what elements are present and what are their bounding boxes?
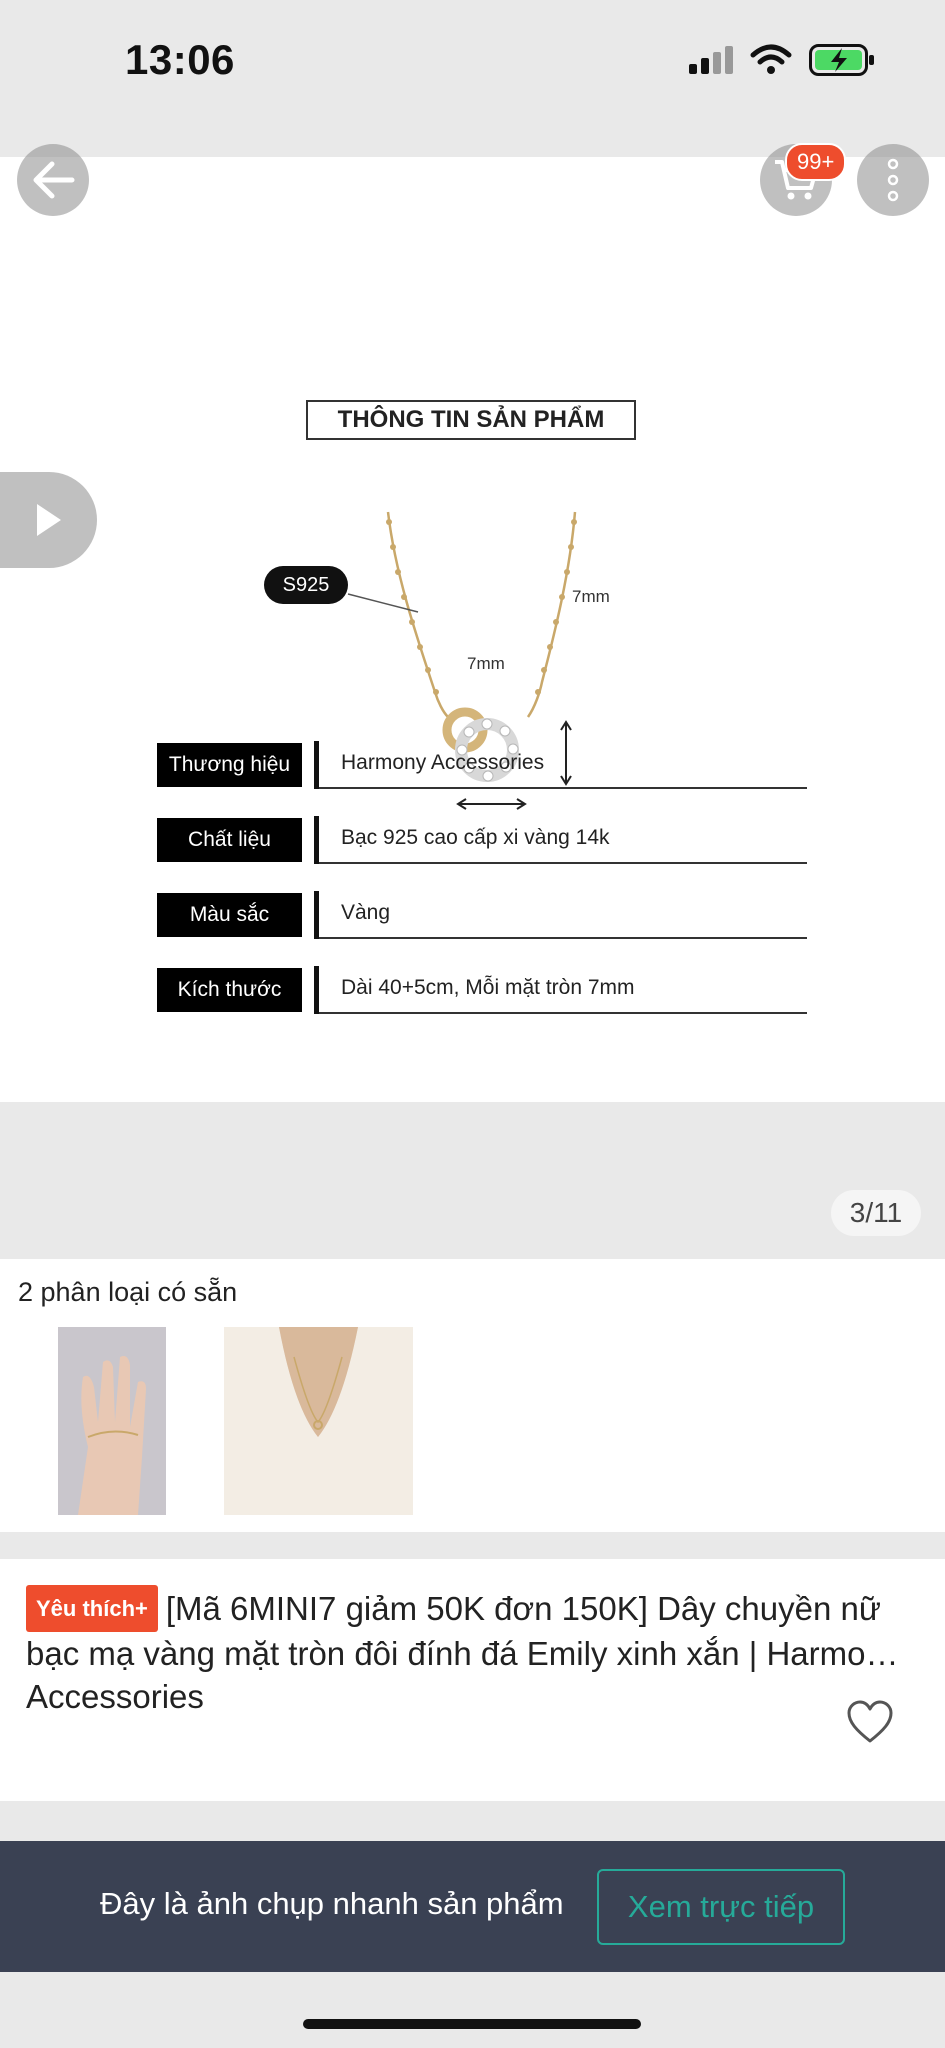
- status-bar: [0, 0, 945, 157]
- view-live-button[interactable]: Xem trực tiếp: [597, 1869, 845, 1945]
- hand-photo-thumbnail: [58, 1327, 166, 1515]
- spec-row-material: [157, 816, 807, 864]
- battery-icon: [809, 44, 875, 76]
- spec-key: Kích thước: [157, 968, 302, 1012]
- status-time: 13:06: [125, 36, 235, 83]
- spec-row-size: [157, 966, 807, 1014]
- spec-divider: [314, 816, 319, 864]
- variation-thumbnail[interactable]: [58, 1327, 166, 1515]
- width-dimension-label: 7mm: [467, 654, 505, 673]
- image-counter: 3/11: [831, 1190, 921, 1236]
- wifi-icon: [751, 45, 791, 75]
- spec-divider: [314, 891, 319, 939]
- spec-value: Harmony Accessories: [341, 751, 545, 774]
- material-tag: S925: [264, 566, 348, 604]
- info-title: THÔNG TIN SẢN PHẨM: [306, 400, 636, 440]
- spec-underline: [319, 787, 807, 789]
- heart-icon: [846, 1700, 894, 1744]
- snapshot-notice-bar: [0, 1841, 945, 1972]
- spec-underline: [319, 937, 807, 939]
- home-indicator[interactable]: [303, 2019, 641, 2029]
- spec-value: Dài 40+5cm, Mỗi mặt tròn 7mm: [341, 976, 635, 999]
- product-title-text: [Mã 6MINI7 giảm 50K đơn 150K] Dây chuyền nữ bạc mạ vàng mặt tròn đôi đính đá Emily xinh xắn | Harmony Accessories: [26, 1590, 901, 1715]
- spec-underline: [319, 862, 807, 864]
- spec-divider: [314, 966, 319, 1014]
- variations-section: [0, 1259, 945, 1532]
- spec-divider: [314, 741, 319, 789]
- cart-count-badge: 99+: [785, 143, 846, 181]
- product-title-section: [0, 1559, 945, 1801]
- variations-label: 2 phân loại có sẵn: [18, 1277, 238, 1307]
- neck-photo-thumbnail: [224, 1327, 413, 1515]
- spec-key: Chất liệu: [157, 818, 302, 862]
- more-vertical-icon: [887, 158, 899, 202]
- gallery-footer-band: [0, 1102, 945, 1259]
- favorite-plus-badge: Yêu thích+: [26, 1585, 158, 1632]
- favorite-button[interactable]: [846, 1700, 894, 1749]
- arrow-left-icon: [30, 160, 76, 200]
- play-icon: [34, 501, 64, 539]
- height-dimension-label: 7mm: [572, 587, 610, 606]
- spec-key: Màu sắc: [157, 893, 302, 937]
- more-options-button[interactable]: [857, 144, 929, 216]
- variation-thumbnail[interactable]: [224, 1327, 413, 1515]
- signal-icon: [689, 46, 733, 74]
- status-icons: [689, 44, 875, 76]
- spec-underline: [319, 1012, 807, 1014]
- back-button[interactable]: [17, 144, 89, 216]
- spec-row-brand: [157, 741, 807, 789]
- spec-key: Thương hiệu: [157, 743, 302, 787]
- product-image-gallery[interactable]: [0, 157, 945, 1102]
- product-title: [26, 1585, 906, 1715]
- spec-value: Bạc 925 cao cấp xi vàng 14k: [341, 826, 610, 849]
- play-video-button[interactable]: [0, 472, 97, 568]
- spec-value: Vàng: [341, 901, 391, 924]
- spec-row-color: [157, 891, 807, 939]
- snapshot-notice-text: Đây là ảnh chụp nhanh sản phẩm: [100, 1886, 564, 1921]
